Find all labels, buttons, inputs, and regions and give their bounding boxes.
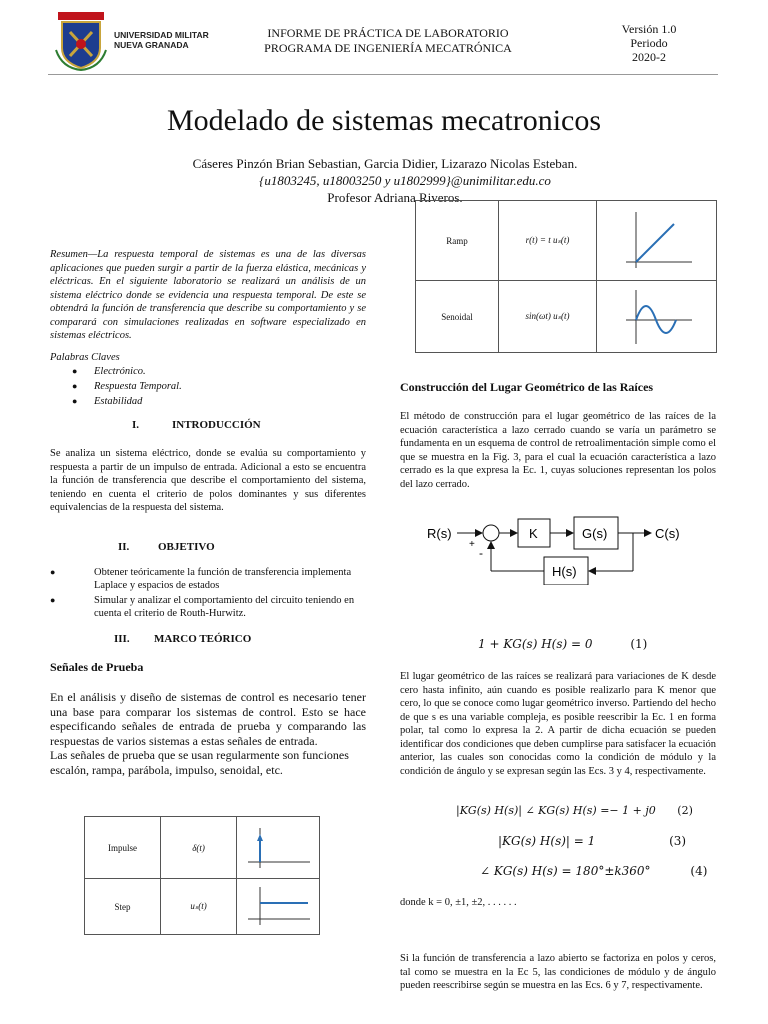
keyword-item: ● Estabilidad bbox=[72, 394, 352, 409]
equation-4 bbox=[480, 864, 707, 878]
section-number: I. bbox=[132, 419, 140, 431]
signal-formula: r(t) = t uₛ(t) bbox=[499, 201, 597, 281]
authors: Cáseres Pinzón Brian Sebastian, Garcia Didier, Lizarazo Nicolas Esteban. bbox=[192, 156, 578, 171]
objetivo-list bbox=[72, 566, 364, 622]
section-intro-heading bbox=[132, 419, 261, 431]
ramp-plot bbox=[597, 201, 717, 281]
equation-3-body: |KG(s) H(s)| = 1 bbox=[498, 834, 596, 848]
header-line-1: INFORME DE PRÁCTICA DE LABORATORIO bbox=[267, 26, 509, 40]
signals-table-left bbox=[84, 816, 320, 935]
lugar-paragraph-1: El método de construcción para el lugar geométrico de las raíces de la ecuación característica a lazo cerrado cuando se varía un parámetro se fundamenta en un esquema de control de retroalimentación simple como el que se muestra en la Fig. 3, para el cual la ecuación característica a lazo cerrado es la que expresa la Ec. 1, cuyas soluciones representan los polos del lazo cerrado. bbox=[400, 411, 716, 490]
table-row bbox=[416, 201, 717, 281]
signal-name: Step bbox=[85, 879, 161, 935]
diagram-minus-sign: - bbox=[479, 546, 483, 560]
equation-1-number: (1) bbox=[630, 637, 648, 651]
report-header bbox=[238, 26, 538, 56]
impulse-graph bbox=[238, 822, 318, 872]
plant-label: G(s) bbox=[582, 526, 608, 541]
table-row bbox=[85, 879, 320, 935]
emails: {u1803245, u18003250 y u1802999}@unimilitar.edu.co bbox=[259, 173, 551, 188]
professor: Profesor Adriana Riveros. bbox=[327, 190, 463, 205]
version-label: Versión 1.0 bbox=[621, 22, 677, 36]
header-divider bbox=[48, 74, 718, 75]
feedback-label: H(s) bbox=[552, 564, 577, 579]
logo-text-1: UNIVERSIDAD MILITAR bbox=[114, 30, 209, 40]
sine-graph bbox=[612, 286, 702, 346]
lugar-paragraph-4: Si la función de transferencia a lazo abierto se factoriza en polos y ceros, tal como se muestra en la Ec 5, las condiciones de módulo y de ángulo pueden reescribirse según se muestra en las Ecs. 6 y 7, respectivamente. bbox=[400, 953, 716, 991]
diagram-input-label: R(s) bbox=[427, 526, 452, 541]
equation-1-body: 1 + KG(s) H(s) = 0 bbox=[478, 637, 593, 651]
period-value: 2020-2 bbox=[632, 50, 666, 64]
section-number: II. bbox=[118, 541, 130, 553]
ramp-graph bbox=[612, 208, 702, 272]
period-label: Periodo bbox=[630, 36, 668, 50]
summing-junction bbox=[483, 525, 499, 541]
logo-text-2: NUEVA GRANADA bbox=[114, 40, 189, 50]
diagram-output-label: C(s) bbox=[655, 526, 680, 541]
lugar-paragraph-3: donde k = 0, ±1, ±2, . . . . . . bbox=[400, 897, 517, 908]
equation-2-number: (2) bbox=[677, 804, 693, 817]
signal-name: Ramp bbox=[416, 201, 499, 281]
section-title: MARCO TEÓRICO bbox=[154, 633, 252, 645]
step-plot bbox=[237, 879, 320, 935]
step-graph bbox=[238, 883, 318, 929]
keywords-title: Palabras Claves bbox=[50, 352, 120, 363]
senales-paragraph-2: Las señales de prueba que se usan regularmente son funciones escalón, rampa, parábola, impulso, senoidal, etc. bbox=[50, 748, 349, 777]
block-diagram bbox=[425, 505, 705, 590]
section-number: III. bbox=[114, 633, 130, 645]
section-objetivo-heading bbox=[118, 541, 215, 553]
lugar-paragraph-2: El lugar geométrico de las raíces se realizará para variaciones de K desde cero hasta infinito, aún cuando es posible realizarlo para K menor que cero, lo que se conoce como lugar geométrico inverso. Partiendo del hecho de que s es una variable compleja, es posible reescribir la Ec. 1 en forma polar, tal como lo expresa la 2. A partir de dicha ecuación se pueden identificar dos condiciones que deben cumplirse para satisfacer la ecuación anterior, las cuales son conocidas como la condición de módulo y la condición de ángulo y se expresan según las Ecs. 3 y 4, respectivamente. bbox=[400, 671, 716, 777]
abstract: Resumen—La respuesta temporal de sistemas es una de las diversas aplicaciones que pueden surgir a partir de la fuerza elástica, mecánicas y eléctricas. En el siguiente laboratorio se realizará un análisis de un sistema eléctrico donde se evidencia una respuesta temporal. De este se obtendrá la función de transferencia que describe su comportamiento y se comparará con simulaciones realizadas en software especializado en sistemas eléctricos. bbox=[50, 249, 366, 341]
section-title: INTRODUCCIÓN bbox=[172, 419, 261, 431]
gain-label: K bbox=[529, 526, 538, 541]
section-title: OBJETIVO bbox=[158, 541, 215, 553]
sine-plot bbox=[597, 281, 717, 353]
signal-formula: sin(ωt) uₛ(t) bbox=[499, 281, 597, 353]
header-line-2: PROGRAMA DE INGENIERÍA MECATRÓNICA bbox=[264, 41, 512, 55]
signals-table-right bbox=[415, 200, 717, 353]
table-row bbox=[85, 817, 320, 879]
objetivo-item: ● Obtener teóricamente la función de transferencia implementa Laplace y espacios de estados bbox=[72, 566, 364, 592]
logo-wordmark bbox=[114, 30, 209, 50]
impulse-plot bbox=[237, 817, 320, 879]
signal-name: Impulse bbox=[85, 817, 161, 879]
equation-3-number: (3) bbox=[669, 834, 687, 848]
signal-formula: uₛ(t) bbox=[161, 879, 237, 935]
paper-title: Modelado de sistemas mecatronicos bbox=[166, 104, 602, 137]
intro-text: Se analiza un sistema eléctrico, donde se evalúa su comportamiento y respuesta a partir de un impulso de entrada. Adicional a esto se encuentra la función de transferencia que describe el comportamiento del sistema, teniendo en cuenta el criterio de polos dominantes y sus diferentes equivalencias de la respuesta del sistema. bbox=[50, 448, 366, 513]
feedback-diagram bbox=[425, 505, 705, 585]
equation-4-body: ∠ KG(s) H(s) = 180°±k360° bbox=[480, 864, 651, 878]
table-row bbox=[416, 281, 717, 353]
diagram-plus-sign: + bbox=[469, 539, 475, 550]
equation-3 bbox=[498, 834, 686, 848]
keyword-item: ● Electrónico. bbox=[72, 364, 352, 379]
equation-2 bbox=[456, 804, 693, 817]
senales-text bbox=[50, 690, 366, 777]
version-box bbox=[604, 22, 694, 64]
equation-4-number: (4) bbox=[690, 864, 708, 878]
keywords-list bbox=[72, 364, 352, 409]
senales-paragraph-1: En el análisis y diseño de sistemas de control es necesario tener una base para comparar los sistemas de control. Esto se hace especificando señales de entrada de prueba y comparando las respuestas de varios sistemas a estas señales de entrada. bbox=[50, 690, 366, 748]
signal-formula: δ(t) bbox=[161, 817, 237, 879]
section-marco-heading bbox=[114, 633, 251, 645]
objetivo-item: ● Simular y analizar el comportamiento del circuito teniendo en cuenta el criterio de Routh-Hurwitz. bbox=[72, 594, 364, 620]
equation-2-body: |KG(s) H(s)| ∠ KG(s) H(s) =− 1 + j0 bbox=[456, 804, 656, 817]
keyword-item: ● Respuesta Temporal. bbox=[72, 379, 352, 394]
author-block bbox=[100, 155, 670, 206]
lugar-heading: Construcción del Lugar Geométrico de las Raíces bbox=[400, 380, 654, 394]
signal-name: Senoidal bbox=[416, 281, 499, 353]
senales-heading: Señales de Prueba bbox=[50, 660, 144, 674]
equation-1 bbox=[478, 637, 647, 651]
